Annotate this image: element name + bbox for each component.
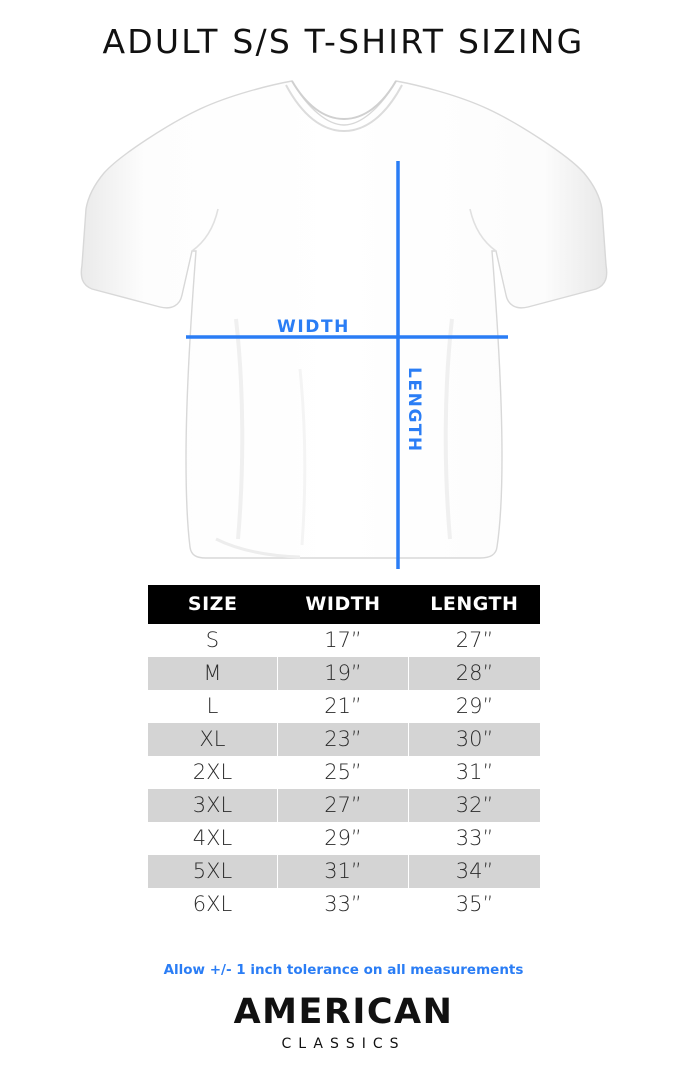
cell-width: 17”: [277, 624, 408, 657]
cell-length: 35”: [409, 888, 540, 921]
table-row: [148, 855, 540, 888]
cell-length: 28”: [409, 657, 540, 690]
tshirt-diagram: [0, 69, 687, 569]
cell-width: 25”: [277, 756, 408, 789]
cell-width: 21”: [277, 690, 408, 723]
page-title: ADULT S/S T-SHIRT SIZING: [102, 22, 585, 61]
cell-length: 34”: [409, 855, 540, 888]
header-length: LENGTH: [409, 585, 540, 624]
cell-size: M: [148, 657, 277, 690]
cell-size: 3XL: [148, 789, 277, 822]
cell-size: 4XL: [148, 822, 277, 855]
table-row: [148, 822, 540, 855]
header-size: SIZE: [148, 585, 277, 624]
cell-size: 5XL: [148, 855, 277, 888]
table-header-row: [148, 585, 540, 624]
brand-name: AMERICAN: [233, 992, 454, 1032]
cell-width: 29”: [277, 822, 408, 855]
brand-subtitle: CLASSICS: [281, 1036, 406, 1052]
cell-width: 23”: [277, 723, 408, 756]
length-label: LENGTH: [404, 367, 424, 453]
table-row: [148, 756, 540, 789]
cell-length: 32”: [409, 789, 540, 822]
table-row: [148, 723, 540, 756]
header-width: WIDTH: [277, 585, 408, 624]
cell-size: S: [148, 624, 277, 657]
cell-width: 27”: [277, 789, 408, 822]
cell-size: 6XL: [148, 888, 277, 921]
cell-length: 27”: [409, 624, 540, 657]
brand-footer: [0, 992, 687, 1052]
table-row: [148, 657, 540, 690]
cell-width: 31”: [277, 855, 408, 888]
cell-length: 31”: [409, 756, 540, 789]
size-table-wrapper: [148, 585, 540, 921]
cell-width: 33”: [277, 888, 408, 921]
table-row: [148, 789, 540, 822]
cell-length: 30”: [409, 723, 540, 756]
cell-length: 29”: [409, 690, 540, 723]
cell-size: L: [148, 690, 277, 723]
cell-size: 2XL: [148, 756, 277, 789]
tolerance-note: Allow +/- 1 inch tolerance on all measurements: [163, 962, 524, 978]
cell-length: 33”: [409, 822, 540, 855]
size-table: [148, 585, 540, 921]
table-row: [148, 624, 540, 657]
cell-size: XL: [148, 723, 277, 756]
cell-width: 19”: [277, 657, 408, 690]
table-row: [148, 888, 540, 921]
width-label: WIDTH: [277, 317, 351, 337]
table-row: [148, 690, 540, 723]
